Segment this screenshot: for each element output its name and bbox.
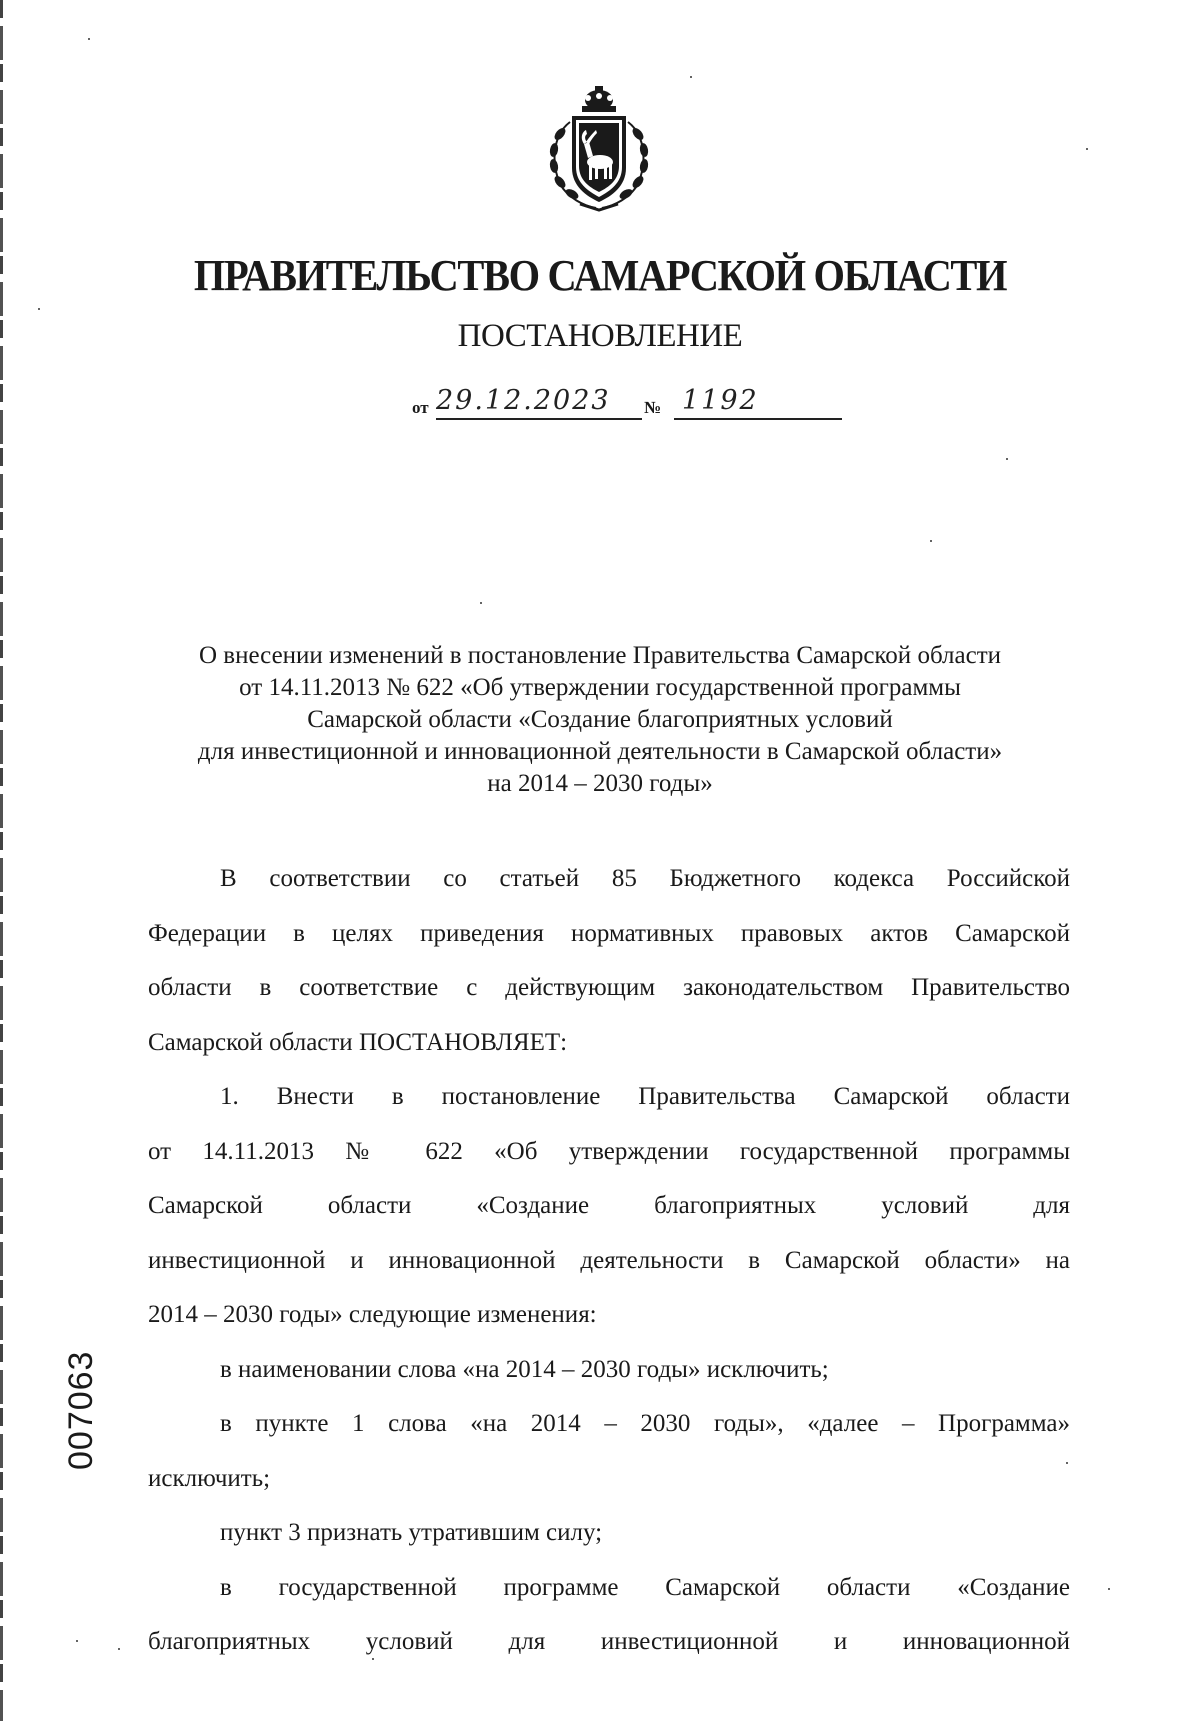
scan-speck — [38, 308, 40, 310]
text-line: в пункте 1 слова «на 2014 – 2030 годы», «далее – Программа» — [220, 1410, 1070, 1437]
text-line: области в соответствие с действующим законодательством Правительство — [148, 974, 1070, 1001]
scan-speck — [88, 38, 90, 40]
margin-registration-number: 007063 — [62, 1350, 100, 1470]
samara-coat-of-arms-icon — [540, 86, 658, 212]
text-line: от 14.11.2013 № 622 «Об утверждении государственной программы — [148, 1137, 1070, 1165]
scan-edge-artifact — [0, 0, 3, 1721]
date-underline — [436, 418, 642, 420]
text-line: в государственной программе Самарской области «Создание — [220, 1573, 1070, 1601]
paragraph-preamble — [148, 852, 1070, 1070]
subject-line: на 2014 – 2030 годы» — [487, 770, 713, 797]
date-prefix: от — [412, 398, 429, 417]
subject-line: О внесении изменений в постановление Правительства Самарской области — [198, 642, 1002, 669]
paragraph-item-1 — [148, 1070, 1070, 1343]
scan-speck — [118, 1648, 120, 1650]
number-prefix: № — [644, 398, 662, 417]
subject-line: от 14.11.2013 № 622 «Об утверждении государственной программы — [239, 674, 961, 701]
text-line: В соответствии со статьей 85 Бюджетного кодекса Российской — [220, 865, 1070, 892]
paragraph-point-1-change — [148, 1397, 1070, 1506]
document-body — [148, 852, 1070, 1670]
subject-line: для инвестиционной и инновационной деятельности в Самарской области» — [197, 738, 1003, 765]
number-value: 1192 — [682, 385, 759, 416]
text-line: Федерации в целях приведения нормативных правовых актов Самарской — [148, 919, 1070, 947]
text-line: 2014 – 2030 годы» следующие изменения: — [148, 1301, 597, 1328]
document-type: ПОСТАНОВЛЕНИЕ — [457, 318, 743, 354]
scan-speck — [690, 76, 692, 78]
number-underline — [674, 418, 842, 420]
text-line: инвестиционной и инновационной деятельности в Самарской области» на — [148, 1246, 1070, 1274]
scan-speck — [1086, 148, 1088, 150]
text-line: исключить; — [148, 1464, 271, 1492]
scan-speck — [1006, 458, 1008, 460]
text-line: благоприятных условий для инвестиционной и инновационной — [148, 1628, 1070, 1655]
text-line: пункт 3 признать утратившим силу; — [220, 1519, 603, 1546]
text-line: 1. Внести в постановление Правительства Самарской области — [220, 1083, 1070, 1110]
scan-speck — [76, 1640, 78, 1642]
scan-speck — [930, 540, 932, 542]
scan-speck — [1108, 1588, 1110, 1590]
text-line: Самарской области «Создание благоприятных условий для — [148, 1192, 1070, 1219]
government-title: ПРАВИТЕЛЬСТВО САМАРСКОЙ ОБЛАСТИ — [193, 251, 1007, 300]
text-line: в наименовании слова «на 2014 – 2030 годы» исключить; — [220, 1355, 829, 1383]
date-value: 29.12.2023 — [436, 385, 611, 416]
paragraph-point-3-repeal — [148, 1506, 1070, 1561]
paragraph-title-change — [148, 1343, 1070, 1398]
subject-line: Самарской области «Создание благоприятных условий — [307, 706, 893, 733]
document-subject — [120, 640, 1080, 800]
date-number-line — [412, 385, 842, 425]
scan-speck — [480, 602, 482, 604]
text-line: Самарской области ПОСТАНОВЛЯЕТ: — [148, 1028, 568, 1056]
paragraph-program-change — [148, 1561, 1070, 1670]
